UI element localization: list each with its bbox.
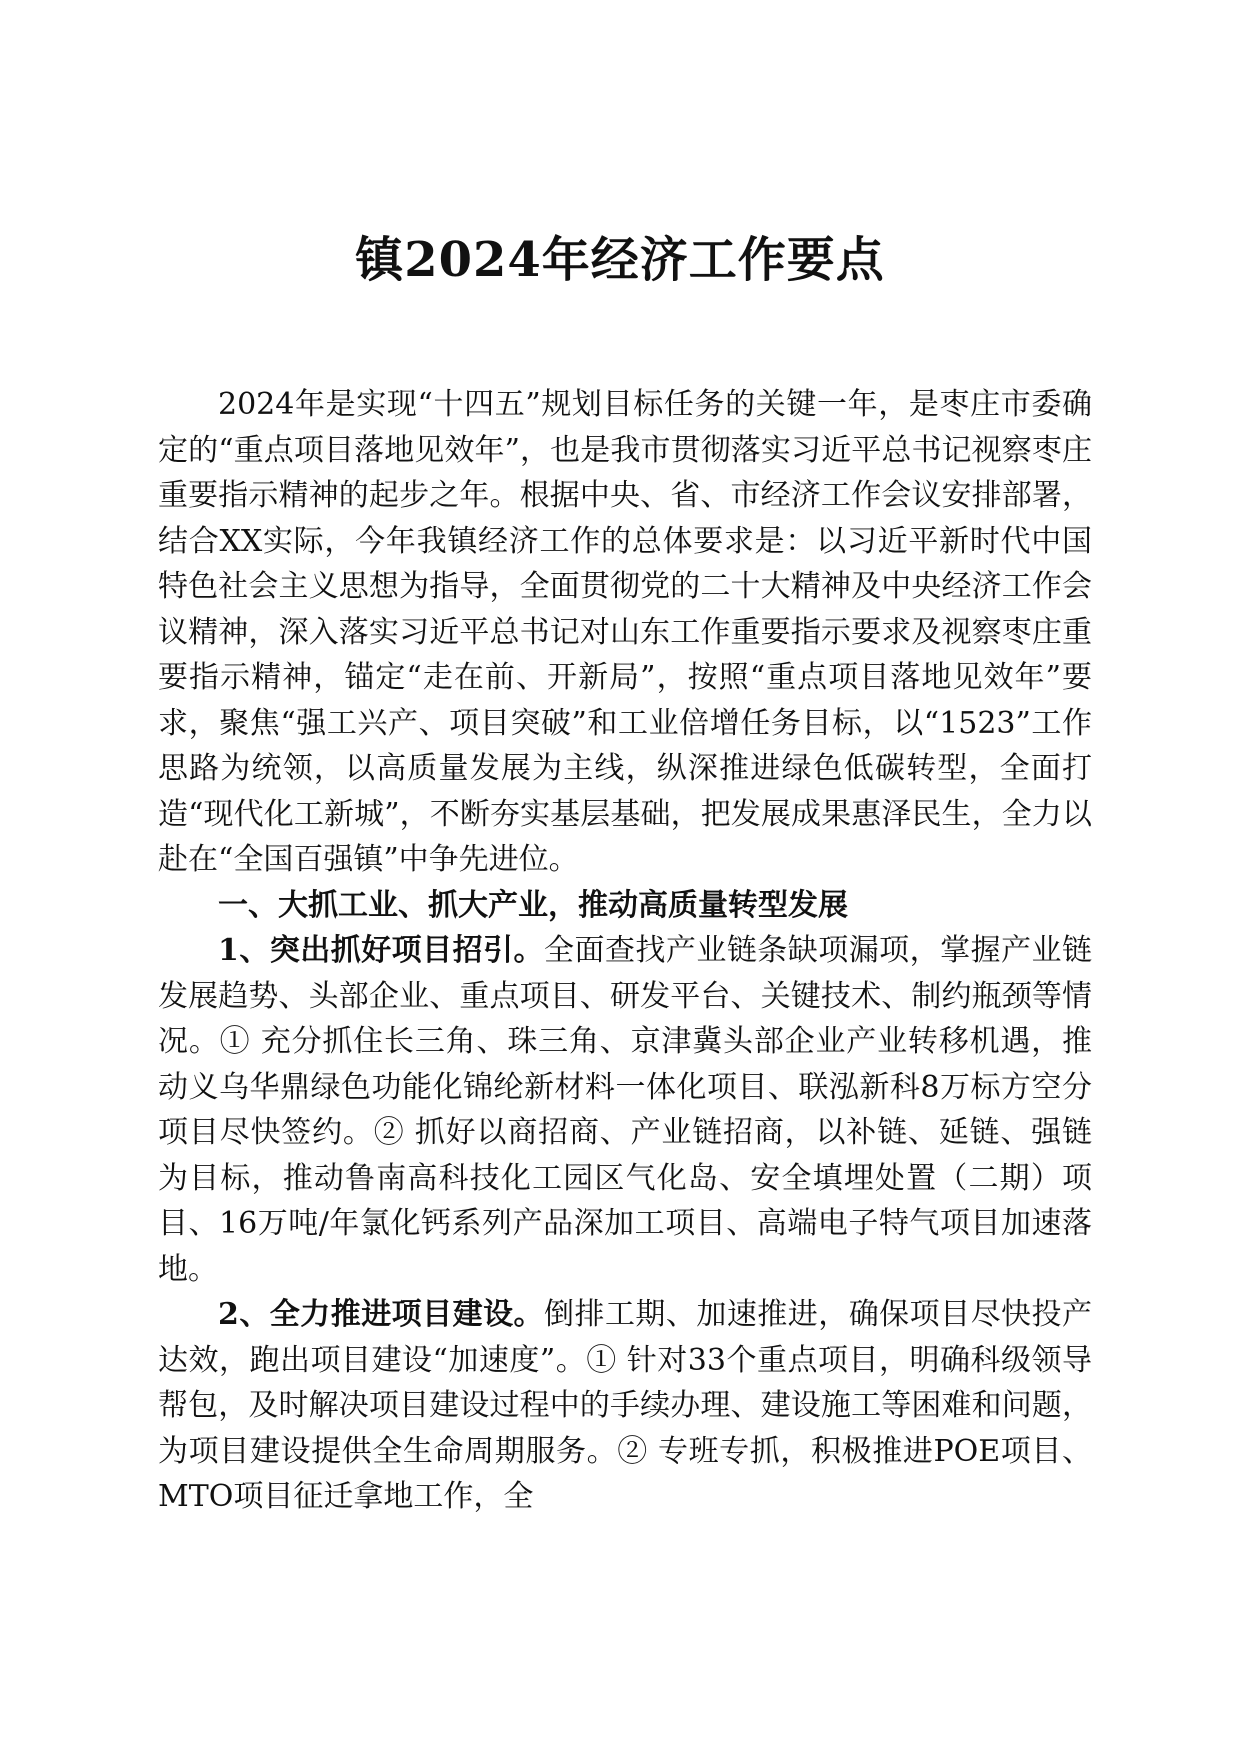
document-title: 镇2024年经济工作要点 bbox=[355, 232, 885, 288]
item-text-1: 全面查找产业链条缺项漏项，掌握产业链发展趋势、头部企业、重点项目、研发平台、关键技术、制约瓶颈等情况。① 充分抓住长三角、珠三角、京津冀头部企业产业转移机遇，推动义乌华鼎绿色功能化锦纶新材料一体化项目、联泓新科8万标方空分项目尽快签约。② 抓好以商招商、产业链招商，以补链、延链、强链为目标，推动鲁南高科技化工园区气化岛、安全填埋处置（二期）项目、16万吨/年氯化钙系列产品深加工项目、高端电子特气项目加速落地。 bbox=[158, 933, 1092, 1287]
item-lead-1: 1、突出抓好项目招引。 bbox=[218, 933, 545, 968]
item-paragraph-2 bbox=[158, 1292, 1092, 1520]
item-paragraph-1 bbox=[158, 928, 1092, 1292]
intro-paragraph: 2024年是实现“十四五”规划目标任务的关键一年，是枣庄市委确定的“重点项目落地见效年”，也是我市贯彻落实习近平总书记视察枣庄重要指示精神的起步之年。根据中央、省、市经济工作会议安排部署，结合XX实际，今年我镇经济工作的总体要求是：以习近平新时代中国特色社会主义思想为指导，全面贯彻党的二十大精神及中央经济工作会议精神，深入落实习近平总书记对山东工作重要指示要求及视察枣庄重要指示精神，锚定“走在前、开新局”，按照“重点项目落地见效年”要求，聚焦“强工兴产、项目突破”和工业倍增任务目标，以“1523”工作思路为统领，以高质量发展为主线，纵深推进绿色低碳转型，全面打造“现代化工新城”，不断夯实基层基础，把发展成果惠泽民生，全力以赴在“全国百强镇”中争先进位。 bbox=[158, 387, 1092, 877]
document-body bbox=[158, 382, 1092, 1520]
item-lead-2: 2、全力推进项目建设。 bbox=[218, 1297, 545, 1332]
section-heading: 一、大抓工业、抓大产业，推动高质量转型发展 bbox=[218, 887, 848, 923]
item-text-2: 倒排工期、加速推进，确保项目尽快投产达效，跑出项目建设“加速度”。① 针对33个重点项目，明确科级领导帮包，及时解决项目建设过程中的手续办理、建设施工等困难和问题，为项目建设提供全生命周期服务。② 专班专抓，积极推进POE项目、MTO项目征迁拿地工作，全 bbox=[158, 1297, 1092, 1514]
